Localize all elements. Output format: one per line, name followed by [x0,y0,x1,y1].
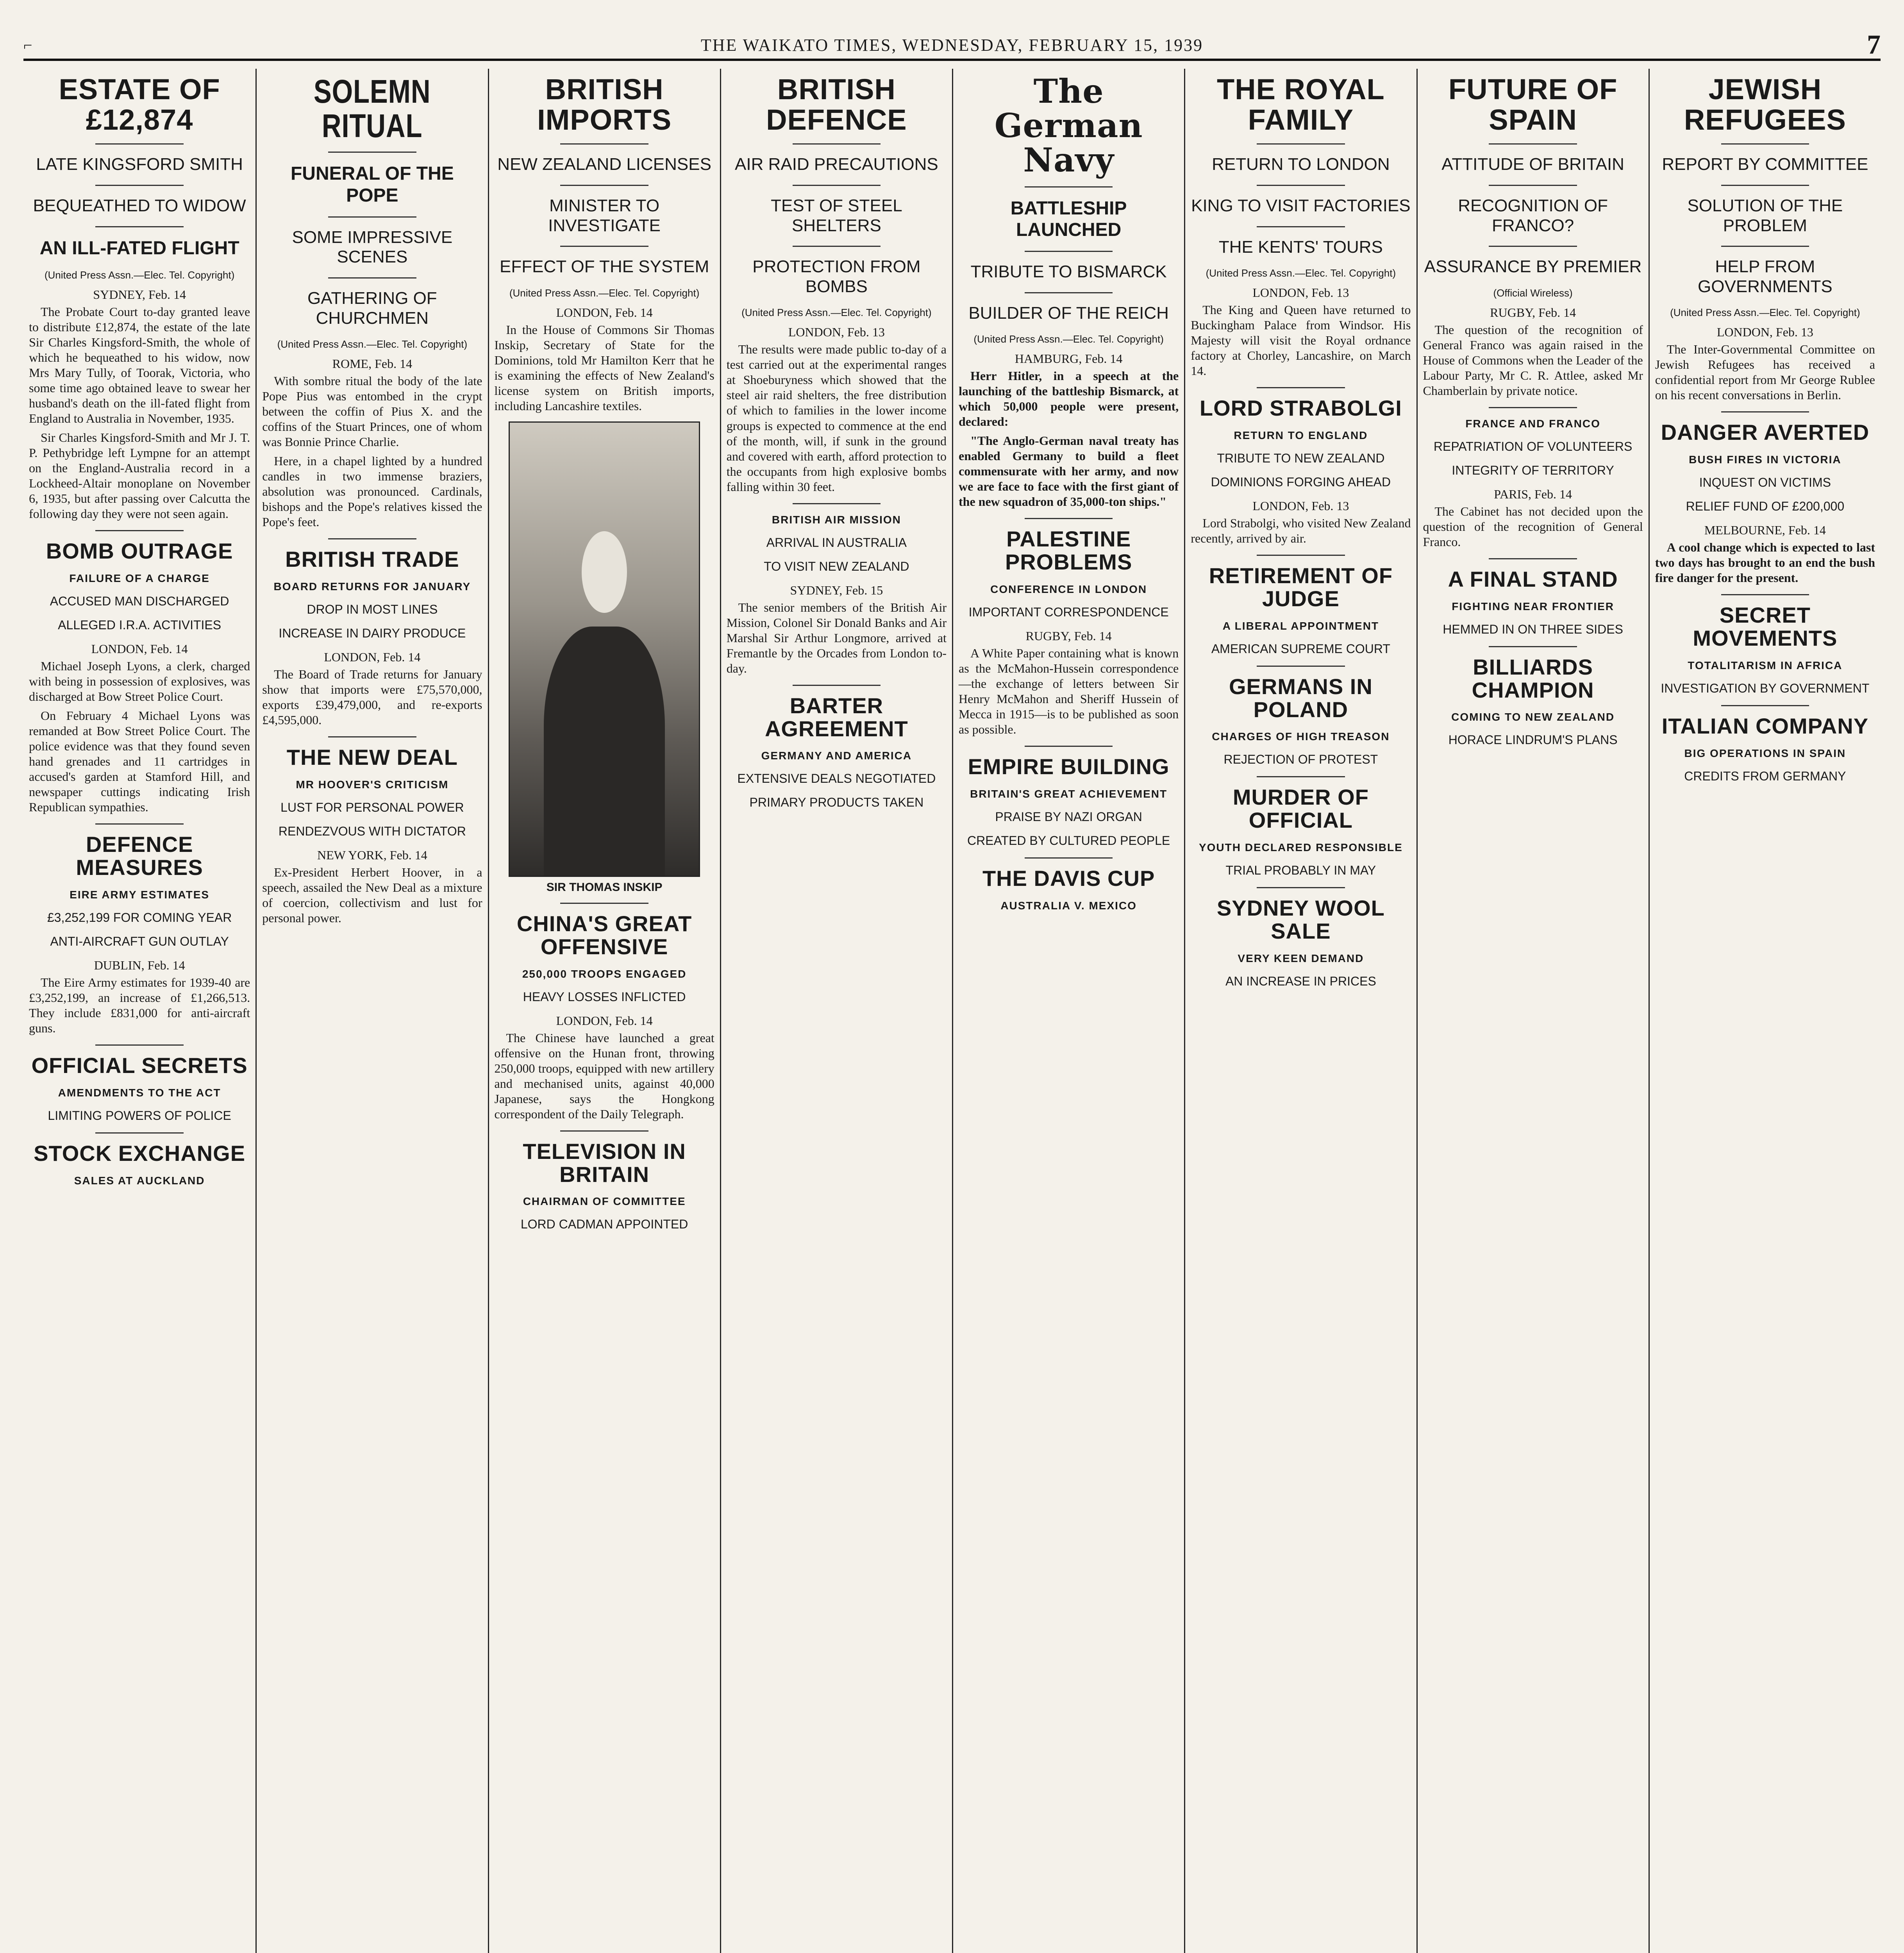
article-paragraph: Sir Charles Kingsford-Smith and Mr J. T. P. Pethybridge left Lympne for an attempt on the England-Australia record in a Lockheed-Altair monoplane on November 6, 1935, but after passing over Calcutta the following day they were not seen again. [29,430,250,521]
article-headline: A FINAL STAND [1448,567,1618,591]
dateline: RUGBY, Feb. 14 [1025,629,1112,643]
dateline: LONDON, Feb. 13 [788,325,885,339]
article-subhead: AUSTRALIA V. MEXICO [1000,899,1137,912]
article-subhead: ALLEGED I.R.A. ACTIVITIES [58,618,221,632]
article-subhead: AN INCREASE IN PRICES [1225,974,1376,988]
article-headline: CHINA'S GREAT OFFENSIVE [516,911,692,959]
credit-line: (United Press Assn.—Elec. Tel. Copyright) [1206,267,1396,279]
article-subhead: RETURN TO ENGLAND [1234,429,1368,442]
article-subhead: ANTI-AIRCRAFT GUN OUTLAY [50,934,229,948]
masthead-title: THE WAIKATO TIMES, WEDNESDAY, FEBRUARY 15, 1939 [700,35,1204,55]
article-headline: DANGER AVERTED [1661,420,1870,445]
article-headline: DEFENCE MEASURES [76,832,203,880]
credit-line: (United Press Assn.—Elec. Tel. Copyright) [509,287,700,299]
article-subhead: £3,252,199 FOR COMING YEAR [47,910,232,925]
article-paragraph: In the House of Commons Sir Thomas Inskip, Secretary of State for the Dominions, told Mr Hamilton Kerr that he is examining the effects of New Zealand's license system on British imports, including Lancashire textiles. [494,322,714,413]
column-royal [1184,69,1416,1953]
article-subhead: LATE KINGSFORD SMITH [36,155,243,174]
article-subhead: HELP FROM GOVERNMENTS [1698,257,1833,296]
photo-caption: SIR THOMAS INSKIP [546,880,663,894]
article-paragraph: A cool change which is expected to last two days has brought to an end the bush fire danger for the present. [1655,540,1875,585]
dateline: LONDON, Feb. 13 [1252,286,1349,300]
article-subhead: GERMANY AND AMERICA [761,750,912,762]
article-subhead: BIG OPERATIONS IN SPAIN [1684,747,1846,759]
article-subhead: EIRE ARMY ESTIMATES [70,888,210,901]
article-headline: BILLIARDS CHAMPION [1472,654,1594,702]
article-headline: EMPIRE BUILDING [968,754,1170,779]
article-subhead: REPORT BY COMMITTEE [1662,155,1868,174]
article-paragraph: The Cabinet has not decided upon the question of the recognition of General Franco. [1423,504,1643,549]
portrait-photo [509,421,700,877]
article-subhead: PRIMARY PRODUCTS TAKEN [749,795,924,810]
article-subhead: GATHERING OF CHURCHMEN [307,288,437,328]
dateline: LONDON, Feb. 14 [556,1013,653,1028]
article-subhead: DOMINIONS FORGING AHEAD [1211,475,1391,489]
dateline: SYDNEY, Feb. 15 [790,583,883,597]
article-subhead: BUILDER OF THE REICH [968,303,1169,323]
article-subhead: BATTLESHIP LAUNCHED [1010,198,1127,240]
article-paragraph: Herr Hitler, in a speech at the launching of the battleship Bismarck, at which 50,000 people were present, declared: [959,369,1179,429]
article-subhead: AMENDMENTS TO THE ACT [58,1086,221,1099]
dateline: LONDON, Feb. 13 [1716,325,1813,339]
article-subhead: IMPORTANT CORRESPONDENCE [968,605,1169,619]
article-subhead: MR HOOVER'S CRITICISM [296,778,449,791]
article-subhead: BRITAIN'S GREAT ACHIEVEMENT [970,787,1168,800]
article-subhead: AMERICAN SUPREME COURT [1211,641,1390,656]
article-headline: BRITISH TRADE [285,547,459,572]
dateline: LONDON, Feb. 14 [91,641,188,656]
article-subhead: REPATRIATION OF VOLUNTEERS [1433,439,1633,453]
article-paragraph: Ex-President Herbert Hoover, in a speech, assailed the New Deal as a mixture of coercion, collectivism and lust for personal power. [262,865,482,925]
dateline: HAMBURG, Feb. 14 [1015,352,1123,366]
credit-line: (Official Wireless) [1493,287,1573,299]
article-subhead: INQUEST ON VICTIMS [1699,475,1831,490]
dateline: LONDON, Feb. 14 [556,305,653,320]
column-estate [23,69,255,1953]
article-subhead: A LIBERAL APPOINTMENT [1222,619,1379,632]
article-headline: RETIREMENT OF JUDGE [1209,563,1393,611]
article-subhead: TRIBUTE TO BISMARCK [970,262,1167,281]
article-headline: THE ROYAL FAMILY [1216,73,1385,136]
article-subhead: CHAIRMAN OF COMMITTEE [523,1195,686,1208]
article-headline: BRITISH IMPORTS [537,73,672,136]
dateline: NEW YORK, Feb. 14 [317,848,427,862]
article-paragraph: The Eire Army estimates for 1939-40 are £3,252,199, an increase of £1,266,513. They include £831,000 for anti-aircraft guns. [29,975,250,1035]
article-subhead: THE KENTS' TOURS [1218,237,1383,257]
article-headline: SYDNEY WOOL SALE [1216,895,1385,943]
dateline: PARIS, Feb. 14 [1494,487,1572,501]
article-subhead: LIMITING POWERS OF POLICE [48,1108,231,1123]
article-paragraph: "The Anglo-German naval treaty has enabled Germany to build a fleet commensurate with her army, and now we are face to face with the first giant of the new squadron of 35,000-ton ships." [959,434,1179,509]
article-headline: LORD STRABOLGI [1199,396,1402,421]
article-paragraph: Lord Strabolgi, who visited New Zealand recently, arrived by air. [1191,516,1411,546]
article-headline: BRITISH DEFENCE [766,73,907,136]
credit-line: (United Press Assn.—Elec. Tel. Copyright) [44,269,235,281]
credit-line: (United Press Assn.—Elec. Tel. Copyright) [1670,307,1860,319]
article-headline: ESTATE OF £12,874 [59,73,220,136]
article-subhead: HORACE LINDRUM'S PLANS [1448,733,1618,747]
article-subhead: SOME IMPRESSIVE SCENES [292,227,453,267]
article-paragraph: The question of the recognition of General Franco was again raised in the House of Commons when the Leader of the Labour Party, Mr C. R. Attlee, asked Mr Chamberlain by private notice. [1423,322,1643,398]
article-subhead: RENDEZVOUS WITH DICTATOR [278,824,466,839]
column-defence [720,69,952,1953]
article-headline: SECRET MOVEMENTS [1693,603,1838,651]
article-paragraph: The Probate Court to-day granted leave to distribute £12,874, the estate of the late Sir Charles Kingsford-Smith, the whole of which he bequeathed to his widow, now Mrs Mary Tully, of Toorak, Victoria, who some time ago obtained leave to swear her husband's death on the ill-fated flight from England to Australia in November, 1935. [29,304,250,425]
page-number: 7 [1867,30,1881,60]
article-subhead: ACCUSED MAN DISCHARGED [50,594,229,608]
article-paragraph: On February 4 Michael Lyons was remanded at Bow Street Police Court. The police evidence was that they found seven hand grenades and 11 cartridges in accused's garden at Stamford Hill, and newspaper cuttings indicating Irish Republican sympathies. [29,709,250,814]
article-headline: MURDER OF OFFICIAL [1232,785,1369,833]
article-subhead: CREDITS FROM GERMANY [1684,769,1846,783]
article-headline: STOCK EXCHANGE [34,1141,246,1166]
article-paragraph: The senior members of the British Air Mission, Colonel Sir Donald Banks and Air Marshal Sir Arthur Longmore, arrived at Fremantle by the Orcades from London to-day. [726,600,947,675]
article-subhead: TEST OF STEEL SHELTERS [771,196,902,235]
article-subhead: HEMMED IN ON THREE SIDES [1443,622,1623,636]
article-subhead: ASSURANCE BY PREMIER [1424,257,1642,277]
article-subhead: AIR RAID PRECAUTIONS [735,155,938,174]
dateline: DUBLIN, Feb. 14 [94,958,185,972]
article-headline: OFFICIAL SECRETS [31,1053,248,1078]
dateline: SYDNEY, Feb. 14 [93,287,186,302]
article-subhead: TRIAL PROBABLY IN MAY [1225,863,1376,877]
article-subhead: FAILURE OF A CHARGE [69,572,210,584]
article-subhead: CONFERENCE IN LONDON [990,583,1147,595]
article-subhead: AN ILL-FATED FLIGHT [39,237,239,259]
article-headline: THE DAVIS CUP [982,866,1155,891]
article-subhead: RETURN TO LONDON [1212,155,1390,174]
article-headline: FRANCE AND FRANCO [1465,417,1600,430]
article-subhead: INTEGRITY OF TERRITORY [1452,463,1614,477]
dateline: RUGBY, Feb. 14 [1490,305,1576,320]
article-paragraph: A White Paper containing what is known as the McMahon-Hussein correspondence—the exchange of letters between Sir Henry McMahon and Sheriff Hussein of Mecca in 1915—is to be published as soon as possible. [959,646,1179,737]
column-imports [488,69,720,1953]
article-paragraph: The Chinese have launched a great offensive on the Hunan front, throwing 250,000 troops, equipped with new artillery and mechanised units, against 40,000 Japanese, says the Hongkong correspondent of the Daily Telegraph. [494,1030,714,1121]
article-headline: PALESTINE PROBLEMS [1005,527,1132,575]
column-spain [1416,69,1649,1953]
article-headline: BARTER AGREEMENT [764,693,908,741]
article-subhead: YOUTH DECLARED RESPONSIBLE [1198,841,1403,853]
article-subhead: TO VISIT NEW ZEALAND [764,559,909,573]
corner-mark: ⌐ [23,36,32,54]
article-subhead: ARRIVAL IN AUSTRALIA [766,535,907,550]
article-subhead: INVESTIGATION BY GOVERNMENT [1661,681,1870,695]
article-headline: BRITISH AIR MISSION [772,513,901,526]
article-subhead: CREATED BY CULTURED PEOPLE [967,833,1170,848]
article-subhead: CHARGES OF HIGH TREASON [1212,730,1390,743]
article-subhead: EFFECT OF THE SYSTEM [500,257,709,277]
article-subhead: ATTITUDE OF BRITAIN [1441,155,1624,174]
article-subhead: MINISTER TO INVESTIGATE [548,196,661,235]
article-headline: The German Navy [994,72,1143,180]
article-subhead: TRIBUTE TO NEW ZEALAND [1217,451,1385,466]
article-subhead: HEAVY LOSSES INFLICTED [523,989,686,1004]
credit-line: (United Press Assn.—Elec. Tel. Copyright) [277,338,468,350]
credit-line: (United Press Assn.—Elec. Tel. Copyright) [973,333,1164,345]
article-subhead: SOLUTION OF THE PROBLEM [1687,196,1843,235]
article-subhead: BOARD RETURNS FOR JANUARY [273,580,471,593]
article-subhead: RELIEF FUND OF £200,000 [1686,499,1845,514]
article-subhead: DROP IN MOST LINES [307,602,438,617]
article-headline: THE NEW DEAL [286,745,458,770]
dateline: ROME, Feb. 14 [332,357,413,371]
article-subhead: TOTALITARISM IN AFRICA [1688,659,1843,671]
article-headline: FUTURE OF SPAIN [1448,73,1618,136]
article-headline: JEWISH REFUGEES [1684,73,1846,136]
article-subhead: COMING TO NEW ZEALAND [1451,711,1615,723]
dateline: MELBOURNE, Feb. 14 [1704,523,1826,537]
article-subhead: LUST FOR PERSONAL POWER [280,800,464,815]
article-subhead: PROTECTION FROM BOMBS [752,257,921,296]
article-subhead: RECOGNITION OF FRANCO? [1458,196,1608,235]
columns [23,69,1881,1953]
column-navy [952,69,1184,1953]
article-paragraph: The King and Queen have returned to Buckingham Palace from Windsor. His Majesty will visit the Royal ordnance factory at Chorley, Lancashire, on March 14. [1191,303,1411,378]
article-paragraph: The Board of Trade returns for January show that imports were £75,570,000, exports £39,479,000, and re-exports £4,595,000. [262,667,482,727]
article-subhead: 250,000 TROOPS ENGAGED [522,968,687,980]
article-paragraph: The Inter-Governmental Committee on Jewish Refugees has received a confidential report from Mr George Rublee on his recent conversations in Berlin. [1655,342,1875,402]
article-subhead: SALES AT AUCKLAND [74,1174,205,1187]
article-subhead: EXTENSIVE DEALS NEGOTIATED [737,771,936,786]
article-headline: ITALIAN COMPANY [1661,713,1869,738]
column-pope [255,69,488,1953]
article-subhead: FIGHTING NEAR FRONTIER [1452,600,1614,612]
article-headline: GERMANS IN POLAND [1229,674,1373,722]
article-subhead: INCREASE IN DAIRY PRODUCE [279,626,466,641]
article-headline: TELEVISION IN BRITAIN [523,1139,686,1187]
article-subhead: FUNERAL OF THE POPE [290,163,454,206]
column-refugees [1649,69,1881,1953]
article-paragraph: Here, in a chapel lighted by a hundred candles in two immense braziers, absolution was pronounced. Cardinals, bishops and the Pope's relatives kissed the Pope's feet. [262,454,482,529]
dateline: LONDON, Feb. 13 [1252,499,1349,513]
article-headline: BOMB OUTRAGE [46,539,233,564]
article-subhead: LORD CADMAN APPOINTED [520,1217,688,1232]
article-paragraph: With sombre ritual the body of the late Pope Pius was entombed in the crypt between the coffin of Pius X. and the coffins of the Stuart Princes, one of whom was Bonnie Prince Charlie. [262,374,482,449]
masthead [23,31,1881,61]
credit-line: (United Press Assn.—Elec. Tel. Copyright) [741,307,932,319]
article-paragraph: Michael Joseph Lyons, a clerk, charged with being in possession of explosives, was discharged at Bow Street Police Court. [29,659,250,704]
article-subhead: PRAISE BY NAZI ORGAN [995,809,1142,824]
article-subhead: BEQUEATHED TO WIDOW [33,196,246,215]
article-subhead: NEW ZEALAND LICENSES [497,155,711,174]
article-subhead: KING TO VISIT FACTORIES [1191,196,1411,215]
article-subhead: REJECTION OF PROTEST [1223,752,1378,767]
article-subhead: BUSH FIRES IN VICTORIA [1689,453,1841,466]
article-subhead: VERY KEEN DEMAND [1238,952,1364,964]
article-headline: SOLEMN RITUAL [314,73,431,145]
dateline: LONDON, Feb. 14 [324,650,421,664]
article-paragraph: The results were made public to-day of a test carried out at the experimental ranges at Shoeburyness which showed that the steel air raid shelters, the free distribution of which to families in the lower income groups is expected to commence at the end of the month, will, if sunk in the ground and covered with earth, afford protection to the occupants from high explosive bombs falling within 30 feet. [726,342,947,494]
